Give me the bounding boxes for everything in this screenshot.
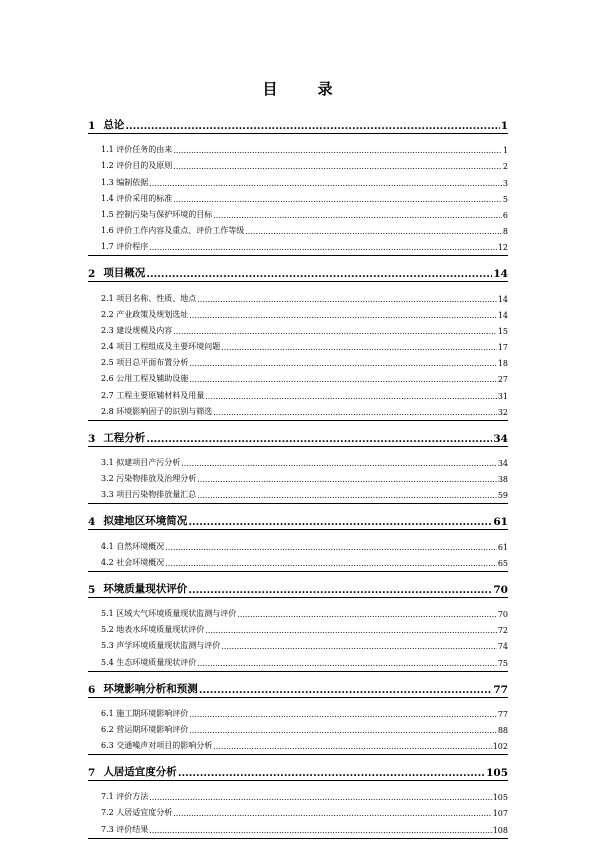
toc-subsection-entry[interactable] bbox=[88, 320, 508, 336]
dot-leader bbox=[165, 543, 497, 552]
subsection-page-number: 102 bbox=[492, 742, 508, 752]
subsection-page-number: 14 bbox=[497, 294, 508, 304]
dot-leader bbox=[189, 375, 497, 384]
toc-subsection-entry[interactable] bbox=[88, 619, 508, 635]
section-number: 5 bbox=[88, 583, 96, 596]
subsection-title: 6.1 施工期环境影响评价 bbox=[101, 708, 189, 718]
section-page-number: 105 bbox=[486, 767, 508, 780]
toc-subsection-entry[interactable] bbox=[88, 818, 508, 834]
section-title: 项目概况 bbox=[103, 267, 146, 280]
subsection-page-number: 59 bbox=[497, 491, 508, 501]
dot-leader bbox=[178, 767, 485, 779]
subsection-page-number: 34 bbox=[497, 459, 508, 468]
subsection-title: 5.3 声学环境质量现状监测与评价 bbox=[101, 641, 221, 651]
subsection-page-number: 18 bbox=[497, 359, 508, 369]
section-title: 环境影响分析和预测 bbox=[103, 682, 198, 695]
subsection-title: 1.1 评价任务的由来 bbox=[101, 145, 173, 155]
dot-leader bbox=[205, 626, 497, 635]
toc-section-heading[interactable] bbox=[88, 755, 508, 781]
subsection-page-number: 74 bbox=[497, 642, 508, 652]
toc-subsection-list bbox=[88, 447, 508, 505]
subsection-title: 1.6 评价工作内容及重点、评价工作等级 bbox=[101, 226, 245, 236]
table-of-contents bbox=[88, 108, 508, 839]
dot-leader bbox=[237, 610, 497, 619]
dot-leader bbox=[149, 243, 497, 252]
subsection-title: 3.2 污染物排放及治理分析 bbox=[101, 474, 197, 484]
toc-section-heading[interactable] bbox=[88, 421, 508, 447]
toc-subsection-entry[interactable] bbox=[88, 336, 508, 352]
subsection-page-number: 32 bbox=[497, 407, 508, 417]
subsection-title: 2.1 项目名称、性质、地点 bbox=[101, 293, 197, 303]
toc-subsection-entry[interactable] bbox=[88, 535, 508, 551]
subsection-page-number: 5 bbox=[502, 194, 508, 204]
dot-leader bbox=[146, 268, 492, 280]
subsection-page-number: 72 bbox=[497, 626, 508, 636]
section-title: 人居适宜度分析 bbox=[103, 766, 177, 779]
dot-leader bbox=[197, 295, 497, 304]
toc-subsection-entry[interactable] bbox=[88, 401, 508, 417]
toc-subsection-list bbox=[88, 598, 508, 672]
section-number: 1 bbox=[88, 120, 96, 132]
toc-section-heading[interactable] bbox=[88, 108, 508, 134]
subsection-page-number: 2 bbox=[502, 162, 508, 172]
toc-subsection-entry[interactable] bbox=[88, 304, 508, 320]
toc-subsection-entry[interactable] bbox=[88, 603, 508, 619]
subsection-title: 7.2 人居适宜度分析 bbox=[101, 808, 173, 818]
subsection-title: 2.3 建设规模及内容 bbox=[101, 325, 173, 335]
dot-leader bbox=[188, 516, 492, 528]
toc-subsection-entry[interactable] bbox=[88, 552, 508, 568]
subsection-title: 1.4 评价采用的标准 bbox=[101, 193, 173, 203]
dot-leader bbox=[188, 584, 492, 596]
subsection-page-number: 6 bbox=[502, 210, 508, 220]
toc-subsection-entry[interactable] bbox=[88, 735, 508, 751]
toc-subsection-entry[interactable] bbox=[88, 155, 508, 171]
section-title: 拟建地区环境简况 bbox=[103, 515, 188, 528]
subsection-title: 5.2 地表水环境质量现状评价 bbox=[101, 625, 205, 635]
section-title: 总论 bbox=[103, 119, 125, 131]
toc-subsection-list bbox=[88, 134, 508, 256]
subsection-title: 4.2 社会环境概况 bbox=[101, 557, 165, 567]
dot-leader bbox=[221, 343, 497, 352]
subsection-page-number: 14 bbox=[497, 310, 508, 320]
subsection-title: 2.4 项目工程组成及主要环境问题 bbox=[101, 342, 221, 352]
subsection-page-number: 70 bbox=[497, 609, 508, 619]
section-title: 环境质量现状评价 bbox=[103, 582, 188, 595]
subsection-page-number: 8 bbox=[502, 227, 508, 237]
subsection-page-number: 75 bbox=[497, 658, 508, 668]
section-number: 7 bbox=[88, 767, 96, 780]
subsection-title: 1.5 控制污染与保护环境的目标 bbox=[101, 209, 213, 219]
dot-leader bbox=[173, 162, 502, 171]
dot-leader bbox=[197, 475, 497, 484]
dot-leader bbox=[189, 726, 497, 735]
dot-leader bbox=[173, 327, 497, 336]
section-number: 3 bbox=[88, 432, 96, 445]
toc-subsection-entry[interactable] bbox=[88, 368, 508, 384]
subsection-page-number: 3 bbox=[502, 178, 508, 188]
subsection-title: 4.1 自然环境概况 bbox=[101, 541, 165, 551]
subsection-title: 3.1 拟建项目产污分析 bbox=[101, 458, 181, 467]
toc-subsection-entry[interactable] bbox=[88, 452, 508, 468]
subsection-title: 7.3 评价结果 bbox=[101, 824, 149, 834]
subsection-title: 1.2 评价目的及原则 bbox=[101, 161, 173, 171]
toc-title bbox=[0, 78, 595, 99]
toc-subsection-entry[interactable] bbox=[88, 651, 508, 667]
toc-section-heading[interactable] bbox=[88, 572, 508, 598]
section-page-number: 34 bbox=[493, 432, 508, 445]
section-title: 工程分析 bbox=[103, 431, 146, 444]
subsection-page-number: 107 bbox=[492, 809, 508, 819]
subsection-title: 7.1 评价方法 bbox=[101, 792, 149, 802]
dot-leader bbox=[205, 392, 497, 401]
subsection-page-number: 38 bbox=[497, 475, 508, 485]
toc-subsection-entry[interactable] bbox=[88, 236, 508, 252]
toc-subsection-entry[interactable] bbox=[88, 703, 508, 719]
toc-subsection-entry[interactable] bbox=[88, 468, 508, 484]
subsection-page-number: 1 bbox=[502, 146, 508, 156]
section-page-number: 61 bbox=[493, 516, 508, 529]
toc-subsection-entry[interactable] bbox=[88, 188, 508, 204]
toc-section-heading[interactable] bbox=[88, 256, 508, 282]
dot-leader bbox=[199, 684, 493, 696]
toc-subsection-entry[interactable] bbox=[88, 220, 508, 236]
toc-subsection-entry[interactable] bbox=[88, 484, 508, 500]
toc-subsection-list bbox=[88, 282, 508, 421]
subsection-title: 3.3 项目污染物排放量汇总 bbox=[101, 490, 197, 500]
dot-leader bbox=[189, 311, 497, 320]
subsection-page-number: 31 bbox=[497, 391, 508, 401]
dot-leader bbox=[173, 809, 491, 818]
dot-leader bbox=[165, 559, 497, 568]
subsection-page-number: 77 bbox=[497, 709, 508, 719]
subsection-page-number: 105 bbox=[492, 793, 508, 803]
subsection-page-number: 17 bbox=[497, 343, 508, 353]
toc-subsection-entry[interactable] bbox=[88, 287, 508, 303]
dot-leader bbox=[213, 211, 502, 220]
subsection-title: 2.2 产业政策及规划选址 bbox=[101, 309, 189, 319]
subsection-title: 2.5 项目总平面布置分析 bbox=[101, 358, 189, 368]
section-page-number: 77 bbox=[493, 683, 508, 696]
dot-leader bbox=[197, 491, 497, 500]
dot-leader bbox=[189, 710, 497, 719]
toc-section-heading[interactable] bbox=[88, 504, 508, 530]
subsection-page-number: 12 bbox=[497, 243, 508, 253]
dot-leader bbox=[173, 146, 502, 155]
toc-title-right: 录 bbox=[317, 80, 333, 98]
subsection-page-number: 65 bbox=[497, 558, 508, 568]
subsection-page-number: 27 bbox=[497, 375, 508, 385]
dot-leader bbox=[213, 408, 497, 417]
toc-subsection-entry[interactable] bbox=[88, 139, 508, 155]
toc-subsection-entry[interactable] bbox=[88, 171, 508, 187]
dot-leader bbox=[149, 179, 502, 188]
subsection-page-number: 15 bbox=[497, 326, 508, 336]
subsection-title: 6.3 交通噪声对项目的影响分析 bbox=[101, 741, 213, 751]
subsection-title: 1.3 编制依据 bbox=[101, 177, 149, 187]
subsection-title: 2.7 工程主要原辅材料及用量 bbox=[101, 390, 205, 400]
subsection-page-number: 88 bbox=[497, 725, 508, 735]
toc-subsection-list bbox=[88, 698, 508, 756]
toc-subsection-entry[interactable] bbox=[88, 204, 508, 220]
dot-leader bbox=[189, 359, 497, 368]
section-page-number: 70 bbox=[493, 583, 508, 596]
dot-leader bbox=[213, 742, 491, 751]
toc-subsection-entry[interactable] bbox=[88, 352, 508, 368]
subsection-title: 6.2 营运期环境影响评价 bbox=[101, 724, 189, 734]
dot-leader bbox=[125, 120, 499, 132]
toc-subsection-list bbox=[88, 781, 508, 839]
dot-leader bbox=[149, 826, 491, 835]
dot-leader bbox=[181, 459, 497, 468]
subsection-title: 2.8 环境影响因子的识别与筛选 bbox=[101, 406, 213, 416]
dot-leader bbox=[149, 793, 491, 802]
toc-subsection-entry[interactable] bbox=[88, 802, 508, 818]
section-page-number: 1 bbox=[500, 120, 508, 132]
subsection-page-number: 61 bbox=[497, 542, 508, 552]
subsection-title: 5.1 区域大气环境质量现状监测与评价 bbox=[101, 608, 237, 618]
section-page-number: 14 bbox=[493, 268, 508, 281]
dot-leader bbox=[146, 433, 492, 445]
dot-leader bbox=[173, 195, 502, 204]
toc-subsection-entry[interactable] bbox=[88, 635, 508, 651]
subsection-title: 1.7 评价程序 bbox=[101, 242, 149, 252]
toc-subsection-entry[interactable] bbox=[88, 384, 508, 400]
toc-title-left: 目 bbox=[262, 80, 278, 98]
toc-subsection-entry[interactable] bbox=[88, 786, 508, 802]
subsection-page-number: 108 bbox=[492, 825, 508, 835]
subsection-title: 5.4 生态环境质量现状评价 bbox=[101, 657, 197, 667]
dot-leader bbox=[197, 659, 497, 668]
toc-subsection-entry[interactable] bbox=[88, 719, 508, 735]
section-number: 2 bbox=[88, 268, 96, 281]
dot-leader bbox=[245, 227, 502, 236]
section-number: 6 bbox=[88, 683, 96, 696]
toc-section-heading[interactable] bbox=[88, 672, 508, 698]
dot-leader bbox=[221, 642, 497, 651]
section-number: 4 bbox=[88, 516, 96, 529]
toc-subsection-list bbox=[88, 530, 508, 571]
subsection-title: 2.6 公用工程及辅助设施 bbox=[101, 374, 189, 384]
